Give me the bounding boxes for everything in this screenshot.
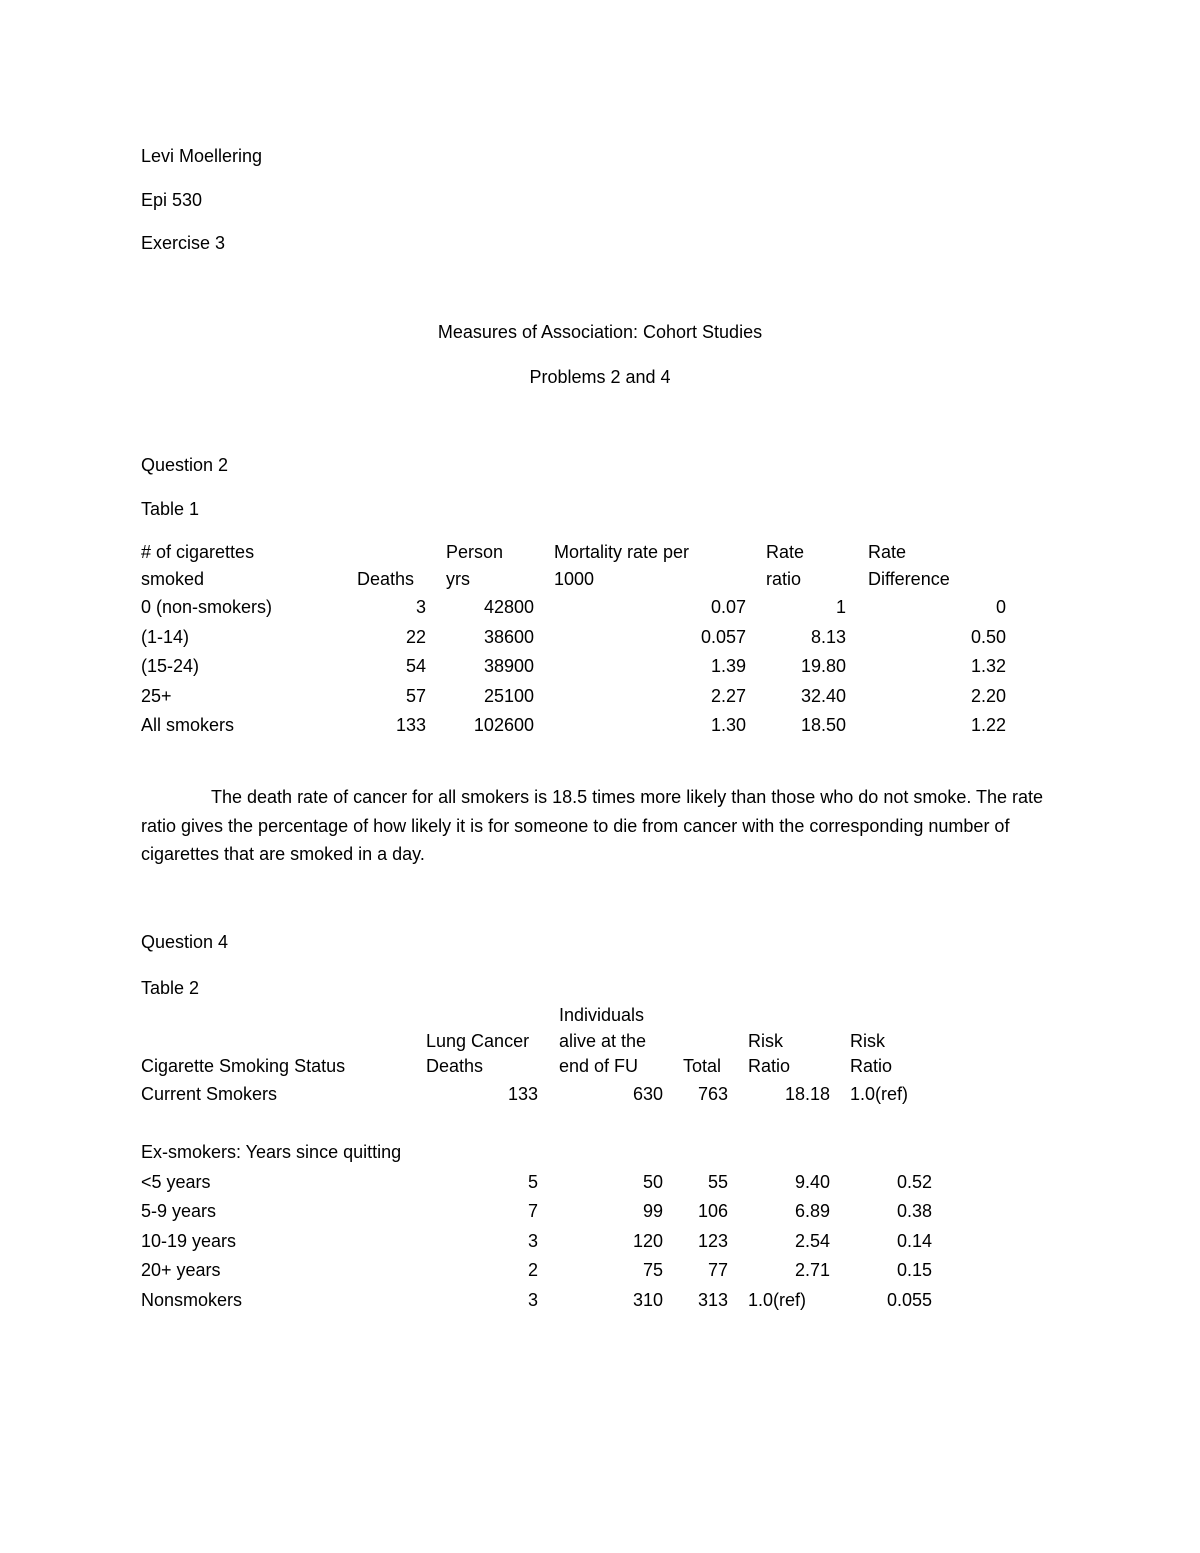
author-name: Levi Moellering <box>141 146 263 166</box>
table-cell: All smokers <box>141 715 235 735</box>
table-cell: 102600 <box>473 715 534 735</box>
table-1-label: Table 1 <box>141 499 200 519</box>
assignment-name: Exercise 3 <box>141 233 226 253</box>
table-cell: 1.39 <box>710 656 746 676</box>
table-cell: 1.22 <box>970 715 1006 735</box>
table-2-header-row <box>141 1003 932 1080</box>
table-cell: Nonsmokers <box>141 1289 243 1310</box>
table-cell: 75 <box>642 1260 663 1280</box>
table-cell: 0.14 <box>896 1230 932 1251</box>
table-cell: 99 <box>642 1201 663 1221</box>
table-cell: 313 <box>697 1289 728 1310</box>
table-spacer-row <box>141 1109 932 1138</box>
table-cell: 123 <box>697 1230 728 1251</box>
table-subheading: Ex-smokers: Years since quitting <box>141 1142 402 1162</box>
table-cell: 2.54 <box>794 1230 830 1251</box>
table-cell: 5 <box>527 1171 538 1192</box>
table-cell: 0.057 <box>700 626 746 647</box>
table-cell: 25100 <box>483 685 534 706</box>
table-cell: 630 <box>632 1083 663 1104</box>
table-cell: 1 <box>835 597 846 617</box>
table-row <box>141 711 1006 741</box>
table-1 <box>141 539 1006 741</box>
table-cell: (15-24) <box>141 656 200 676</box>
table-2-header: Risk Ratio <box>748 1030 791 1076</box>
table-cell: 77 <box>707 1260 728 1280</box>
table-1-header-row <box>141 539 1006 593</box>
table-cell: (1-14) <box>141 626 190 647</box>
table-cell: 18.50 <box>800 715 846 735</box>
table-cell: 22 <box>405 626 426 647</box>
table-row <box>141 682 1006 712</box>
table-cell: 57 <box>405 685 426 706</box>
table-cell: 7 <box>527 1201 538 1221</box>
table-2 <box>141 1003 932 1315</box>
table-cell: 0.055 <box>886 1289 932 1310</box>
table-cell: 32.40 <box>800 685 846 706</box>
table-cell: 133 <box>395 715 426 735</box>
table-2-header: Lung Cancer Deaths <box>426 1030 530 1076</box>
table-cell: 9.40 <box>794 1171 830 1192</box>
table-row <box>141 1256 932 1286</box>
table-cell: 1.32 <box>970 656 1006 676</box>
question-2-answer-text: The death rate of cancer for all smokers is 18.5 times more likely than those who do not smoke. The rate ratio gives the percentage of how likely it is for someone to die from cancer with the corresponding number of cigarettes that are smoked in a day. <box>141 787 1044 864</box>
table-cell: 2 <box>527 1260 538 1280</box>
table-cell: 0.15 <box>896 1260 932 1280</box>
table-cell: 38900 <box>483 656 534 676</box>
table-cell: 1.0(ref) <box>748 1289 807 1310</box>
table-cell: Current Smokers <box>141 1083 278 1104</box>
table-2-header: Individuals alive at the end of FU <box>559 1005 647 1076</box>
table-2-header: Cigarette Smoking Status <box>141 1056 346 1076</box>
question-4-heading: Question 4 <box>141 932 229 952</box>
table-cell: 0 (non-smokers) <box>141 597 273 617</box>
table-subheading-row <box>141 1138 932 1168</box>
table-2-label: Table 2 <box>141 978 200 998</box>
table-cell: 106 <box>697 1201 728 1221</box>
table-cell: 120 <box>632 1230 663 1251</box>
table-cell: 18.18 <box>784 1083 830 1104</box>
table-cell: 0.07 <box>710 597 746 617</box>
table-cell: 0.52 <box>896 1171 932 1192</box>
table-cell: 25+ <box>141 685 172 706</box>
table-cell: 0.50 <box>970 626 1006 647</box>
table-cell: 763 <box>697 1083 728 1104</box>
table-2-header: Total <box>683 1056 722 1076</box>
table-cell: 3 <box>527 1289 538 1310</box>
table-cell: 38600 <box>483 626 534 647</box>
table-1-header: Rate Difference <box>868 542 950 589</box>
question-2-heading: Question 2 <box>141 455 229 475</box>
table-cell: 8.13 <box>810 626 846 647</box>
question-2-answer <box>141 783 1061 869</box>
table-cell: 0.38 <box>896 1201 932 1221</box>
table-row <box>141 1168 932 1198</box>
table-row <box>141 593 1006 623</box>
document-title: Measures of Association: Cohort Studies <box>437 322 763 342</box>
table-cell: 42800 <box>483 597 534 617</box>
table-cell: 54 <box>405 656 426 676</box>
table-cell: 2.71 <box>794 1260 830 1280</box>
table-cell: 2.27 <box>710 685 746 706</box>
table-cell: 3 <box>527 1230 538 1251</box>
table-cell: 3 <box>415 597 426 617</box>
table-row <box>141 1080 932 1110</box>
table-cell: 310 <box>632 1289 663 1310</box>
table-cell: 1.30 <box>710 715 746 735</box>
table-row <box>141 623 1006 653</box>
table-cell: 6.89 <box>794 1201 830 1221</box>
table-cell: 50 <box>642 1171 663 1192</box>
table-cell: 55 <box>707 1171 728 1192</box>
table-row <box>141 652 1006 682</box>
table-cell: 5-9 years <box>141 1201 217 1221</box>
course-name: Epi 530 <box>141 190 203 210</box>
table-row <box>141 1197 932 1227</box>
table-1-header: # of cigarettes smoked <box>141 542 255 589</box>
table-row <box>141 1227 932 1257</box>
table-1-header: Mortality rate per 1000 <box>554 542 690 589</box>
document-subtitle: Problems 2 and 4 <box>529 367 671 387</box>
table-cell: 1.0(ref) <box>850 1083 909 1104</box>
table-1-header: Rate ratio <box>766 542 805 589</box>
table-2-header: Risk Ratio <box>850 1030 893 1076</box>
table-cell: 20+ years <box>141 1260 221 1280</box>
table-1-header: Person yrs <box>446 542 504 589</box>
table-row <box>141 1286 932 1316</box>
table-cell: 133 <box>507 1083 538 1104</box>
table-1-header: Deaths <box>356 569 414 589</box>
table-cell: <5 years <box>141 1171 211 1192</box>
table-cell: 19.80 <box>800 656 846 676</box>
table-cell: 10-19 years <box>141 1230 237 1251</box>
table-cell: 0 <box>995 597 1006 617</box>
table-cell: 2.20 <box>970 685 1006 706</box>
